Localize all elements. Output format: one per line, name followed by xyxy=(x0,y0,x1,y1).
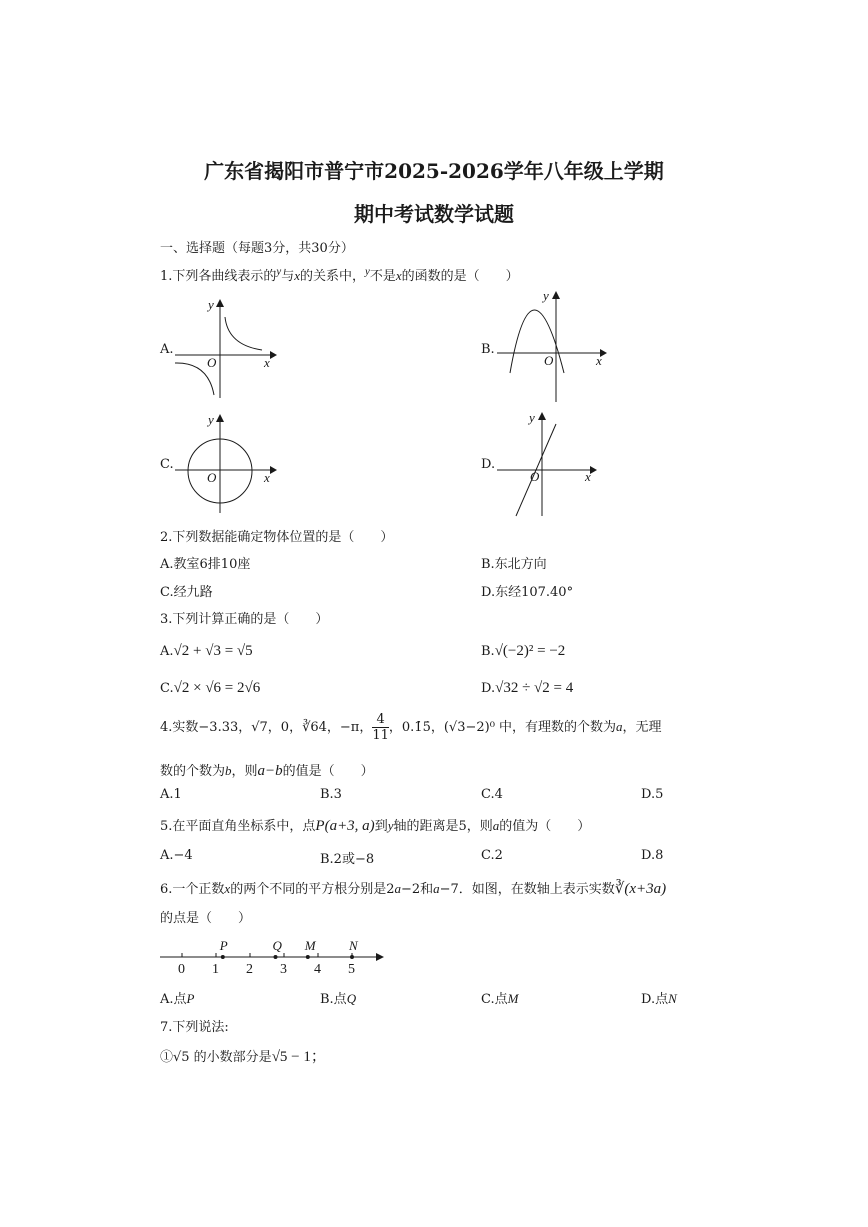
q4-var-b: b xyxy=(225,763,232,778)
question-4-stem xyxy=(160,712,662,743)
q1-a-origin: O xyxy=(207,355,217,370)
q1-stem-c: 的关系中， xyxy=(300,269,366,284)
q1-b-axis-y: y xyxy=(543,288,549,303)
q1-c-origin: O xyxy=(207,470,217,485)
q1-graph-c xyxy=(170,410,280,515)
number-line-point-label-n: N xyxy=(349,938,358,953)
number-line-point-n xyxy=(350,955,354,959)
q1-a-axis-y: y xyxy=(208,297,214,312)
q3-option-a xyxy=(160,643,253,660)
q6-d-pre: D.点 xyxy=(641,992,669,1007)
number-line-tick-label: 4 xyxy=(314,962,321,977)
number-line-point-label-q: Q xyxy=(272,938,282,953)
q4-option-b: B.3 xyxy=(320,787,342,802)
q7-item-1 xyxy=(160,1045,326,1066)
q1-option-b-label: B. xyxy=(481,342,495,357)
q6-b-pre: B.点 xyxy=(320,992,347,1007)
number-line-point-label-m: M xyxy=(304,938,316,953)
q4-option-c: C.4 xyxy=(481,787,503,802)
q1-c-axis-x: x xyxy=(264,470,270,485)
q7-item1-a: ①√5 的小数部分是 xyxy=(160,1050,272,1065)
q4-frac-num: 4 xyxy=(372,712,389,728)
q6-stem-c: −2和 xyxy=(400,882,434,897)
q5-option-a: A.−4 xyxy=(160,848,193,863)
number-line-tick-label: 2 xyxy=(246,962,253,977)
q6-a-var: P xyxy=(186,991,195,1006)
q3-c-label: C. xyxy=(160,681,174,696)
q1-option-d-label: D. xyxy=(481,457,496,472)
number-line-tick-label: 5 xyxy=(348,962,355,977)
number-line-point-m xyxy=(306,955,310,959)
q1-stem-e: 的函数的是（ ） xyxy=(401,269,519,284)
q1-graph-b xyxy=(492,287,612,405)
question-6-line2: 的点是（ ） xyxy=(160,911,252,926)
q5-stem-b: 到 xyxy=(374,819,388,834)
q4-expr: a−b xyxy=(257,763,283,779)
q4-line2-b: ，则 xyxy=(231,764,258,779)
q3-b-expr: √(−2)² = −2 xyxy=(494,643,566,659)
q4-stem-c: ，无理 xyxy=(622,720,662,735)
q1-var-x-2: x xyxy=(395,268,402,283)
number-line-point-p xyxy=(221,955,225,959)
q1-d-origin: O xyxy=(530,469,540,484)
q1-var-x: x xyxy=(294,268,301,283)
q6-stem-b: 的两个不同的平方根分别是2 xyxy=(230,882,395,897)
q6-b-var: Q xyxy=(346,991,357,1006)
q1-d-axis-x: x xyxy=(585,469,591,484)
q6-expr2: a xyxy=(433,881,440,896)
q6-a-pre: A.点 xyxy=(160,992,187,1007)
q4-line2-c: 的值是（ ） xyxy=(282,764,374,779)
question-4-line2 xyxy=(160,760,374,780)
q4-line2-a: 数的个数为 xyxy=(160,764,226,779)
q1-stem-b: 与 xyxy=(281,269,295,284)
page-title-line2: 期中考试数学试题 xyxy=(354,202,514,226)
q5-option-d: D.8 xyxy=(641,848,664,863)
q2-option-a: A.教室6排10座 xyxy=(160,557,251,572)
q6-option-b xyxy=(320,988,356,1007)
q2-option-c: C.经九路 xyxy=(160,585,213,600)
question-1-stem xyxy=(160,265,519,284)
q1-d-axis-y: y xyxy=(529,410,535,425)
q4-stem-b: ，0.1̇5̇，(√3−2)⁰ 中，有理数的个数为 xyxy=(388,720,617,735)
q1-stem-d: 不是 xyxy=(369,269,396,284)
number-line-tick-label: 3 xyxy=(280,962,287,977)
q6-option-a xyxy=(160,988,194,1007)
number-line-point-label-p: P xyxy=(219,938,228,953)
q3-option-b xyxy=(481,643,565,660)
q6-c-var: M xyxy=(507,991,519,1006)
page-title-line1: 广东省揭阳市普宁市2025-2026学年八年级上学期 xyxy=(204,159,664,183)
q5-point: P(a+3, a) xyxy=(315,818,375,834)
q1-var-y: y xyxy=(276,265,282,278)
question-3-stem: 3.下列计算正确的是（ ） xyxy=(160,612,329,627)
question-6-stem xyxy=(160,878,666,898)
question-7-stem: 7.下列说法: xyxy=(160,1020,229,1035)
q5-option-c: C.2 xyxy=(481,848,503,863)
q4-stem-a: 4.实数−3.33，√7，0，∛64，−π， xyxy=(160,720,373,735)
q1-option-a-label: A. xyxy=(160,342,174,357)
q3-option-c xyxy=(160,680,260,697)
q4-var-a: a xyxy=(616,719,623,734)
q3-d-label: D. xyxy=(481,681,496,696)
q5-stem-a: 5.在平面直角坐标系中，点 xyxy=(160,819,316,834)
q3-a-label: A. xyxy=(160,644,174,659)
q4-option-a: A.1 xyxy=(160,787,182,802)
q3-b-label: B. xyxy=(481,644,495,659)
q5-var-a: a xyxy=(492,818,500,833)
q4-frac-den: 11 xyxy=(372,728,389,743)
q6-var-x: x xyxy=(224,881,231,896)
number-line-point-q xyxy=(274,955,278,959)
q2-option-d: D.东经107.40° xyxy=(481,585,574,600)
q6-number-line xyxy=(158,930,388,976)
q2-option-b: B.东北方向 xyxy=(481,557,547,572)
q7-item1-b: √5 − 1； xyxy=(271,1049,326,1065)
q6-option-d xyxy=(641,988,677,1007)
q6-stem-a: 6.一个正数 xyxy=(160,882,225,897)
q1-option-c-label: C. xyxy=(160,457,174,472)
q6-expr1: a xyxy=(394,881,401,896)
q1-c-axis-y: y xyxy=(208,412,214,427)
question-5-stem xyxy=(160,815,590,835)
q5-stem-c: 轴的距离是5，则 xyxy=(393,819,493,834)
q4-option-d: D.5 xyxy=(641,787,664,802)
section-heading: 一、选择题（每题3分，共30分） xyxy=(160,241,354,256)
question-2-stem: 2.下列数据能确定物体位置的是（ ） xyxy=(160,530,394,545)
q5-stem-d: 的值为（ ） xyxy=(499,819,591,834)
number-line-tick-label: 0 xyxy=(178,962,185,977)
q6-option-c xyxy=(481,988,518,1007)
q1-var-y-2: y xyxy=(365,265,370,278)
q3-option-d xyxy=(481,680,573,697)
q4-fraction xyxy=(372,712,389,743)
q5-var-y: y xyxy=(387,818,394,833)
q3-c-expr: √2 × √6 = 2√6 xyxy=(173,680,261,696)
q6-root-expr: ∛(x+3a) xyxy=(614,881,667,897)
q6-stem-d: −7．如图，在数轴上表示实数 xyxy=(439,882,615,897)
q1-a-axis-x: x xyxy=(264,355,270,370)
q1-graph-a xyxy=(170,295,280,400)
number-line-tick-label: 1 xyxy=(212,962,219,977)
q3-d-expr: √32 ÷ √2 = 4 xyxy=(495,680,574,696)
q5-option-b: B.2或−8 xyxy=(320,852,375,867)
q3-a-expr: √2 + √3 = √5 xyxy=(173,643,253,659)
q1-graph-d xyxy=(492,408,602,520)
q1-b-axis-x: x xyxy=(596,353,602,368)
q6-d-var: N xyxy=(668,991,677,1006)
q1-b-origin: O xyxy=(544,353,554,368)
q1-stem-a: 1.下列各曲线表示的 xyxy=(160,269,277,284)
q6-c-pre: C.点 xyxy=(481,992,508,1007)
